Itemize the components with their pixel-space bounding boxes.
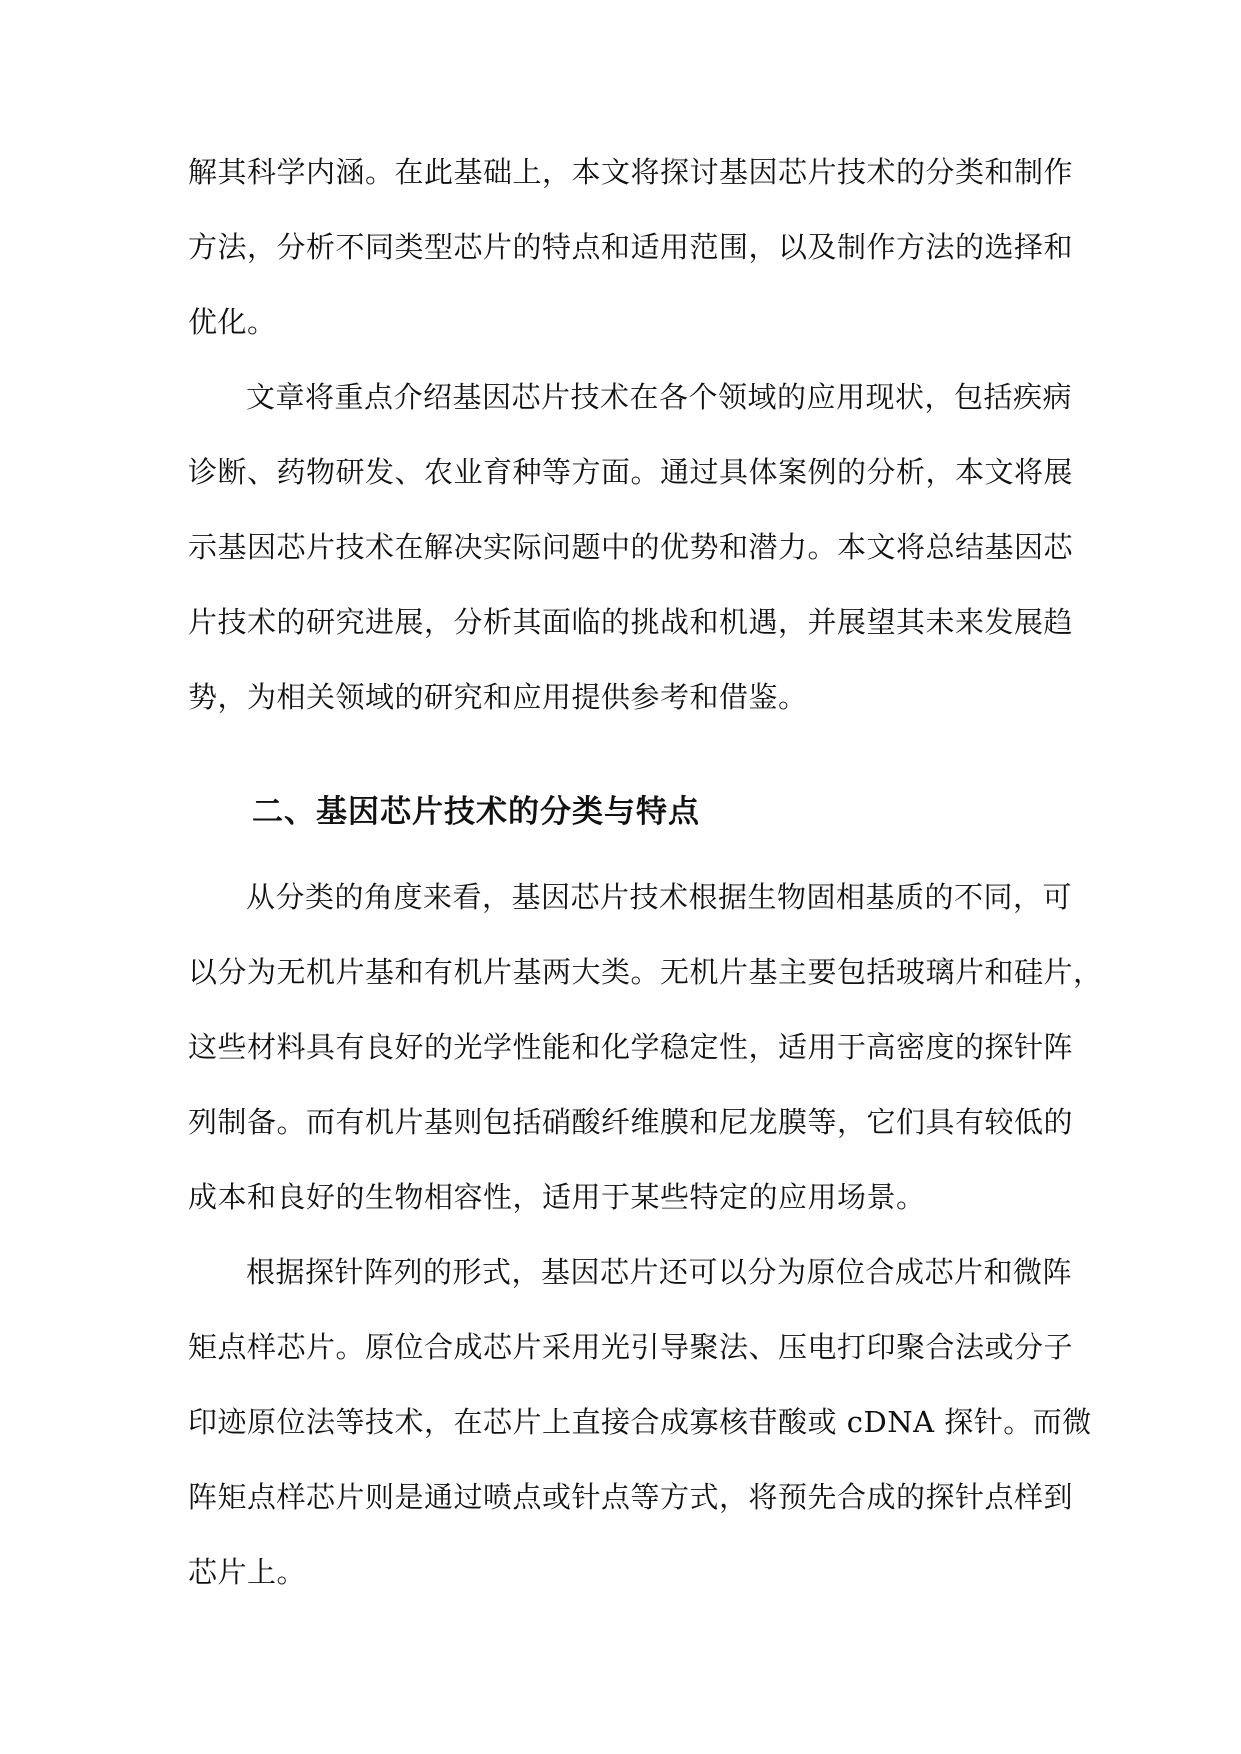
- paragraph-line: 芯片上。: [188, 1555, 307, 1589]
- paragraph-line: 矩点样芯片。原位合成芯片采用光引导聚法、压电打印聚合法或分子: [188, 1330, 1074, 1364]
- paragraph-line: 方法，分析不同类型芯片的特点和适用范围，以及制作方法的选择和: [188, 230, 1074, 264]
- paragraph-line: 优化。: [188, 305, 277, 339]
- paragraph-line: 诊断、药物研发、农业育种等方面。通过具体案例的分析，本文将展: [188, 455, 1074, 489]
- paragraph-line: 势，为相关领域的研究和应用提供参考和借鉴。: [188, 680, 808, 714]
- paragraph-line: 根据探针阵列的形式，基因芯片还可以分为原位合成芯片和微阵: [246, 1255, 1073, 1289]
- paragraph-line: 成本和良好的生物相容性，适用于某些特定的应用场景。: [188, 1180, 926, 1214]
- paragraph-line: 从分类的角度来看，基因芯片技术根据生物固相基质的不同，可: [246, 880, 1073, 914]
- paragraph-line: 示基因芯片技术在解决实际问题中的优势和潜力。本文将总结基因芯: [188, 530, 1074, 564]
- paragraph-line: 以分为无机片基和有机片基两大类。无机片基主要包括玻璃片和硅片，: [188, 955, 1103, 989]
- paragraph-line: 印迹原位法等技术，在芯片上直接合成寡核苷酸或 cDNA 探针。而微: [188, 1405, 1092, 1439]
- paragraph-line: 片技术的研究进展，分析其面临的挑战和机遇，并展望其未来发展趋: [188, 605, 1074, 639]
- paragraph-line: 文章将重点介绍基因芯片技术在各个领域的应用现状，包括疾病: [246, 380, 1073, 414]
- paragraph-line: 阵矩点样芯片则是通过喷点或针点等方式，将预先合成的探针点样到: [188, 1480, 1074, 1514]
- paragraph-line: 列制备。而有机片基则包括硝酸纤维膜和尼龙膜等，它们具有较低的: [188, 1105, 1074, 1139]
- paragraph-line: 解其科学内涵。在此基础上，本文将探讨基因芯片技术的分类和制作: [188, 155, 1074, 189]
- paragraph-line: 这些材料具有良好的光学性能和化学稳定性，适用于高密度的探针阵: [188, 1030, 1074, 1064]
- section-heading: 二、基因芯片技术的分类与特点: [252, 794, 700, 830]
